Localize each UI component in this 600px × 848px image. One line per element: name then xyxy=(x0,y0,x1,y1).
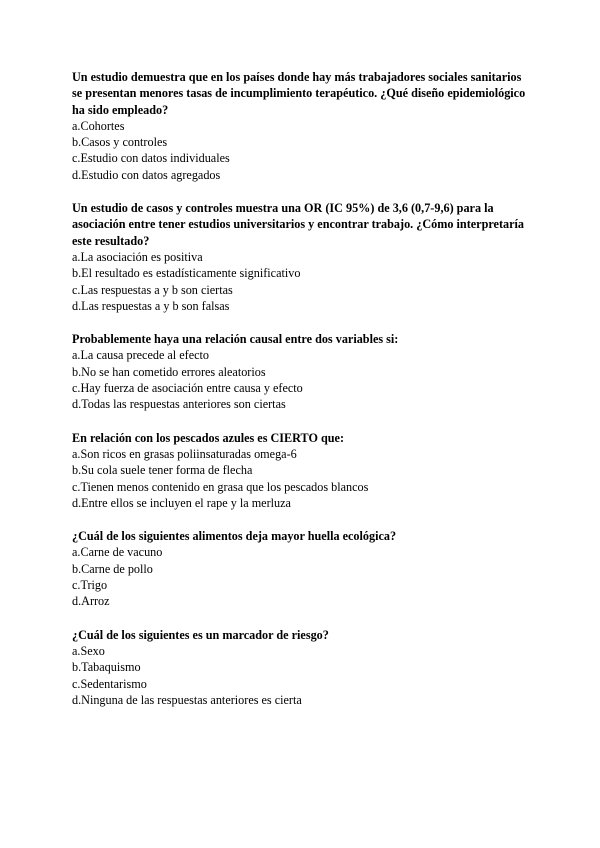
answer-option-a: a.Cohortes xyxy=(72,118,125,133)
answer-option-c: c.Estudio con datos individuales xyxy=(72,151,230,166)
answer-option-b: b.El resultado es estadísticamente significativo xyxy=(72,266,301,281)
answer-option-a: a.La asociación es positiva xyxy=(72,249,203,264)
question-stem: En relación con los pescados azules es CIERTO que: xyxy=(72,430,345,445)
question-stem: Un estudio demuestra que en los países donde hay más trabajadores sociales sanitarios se presentan menores tasas de incumplimiento terapéutico. ¿Qué diseño epidemiológico ha sido empleado? xyxy=(72,70,526,117)
answer-option-c: c.Las respuestas a y b son ciertas xyxy=(72,282,233,297)
answer-option-c: c.Sedentarismo xyxy=(72,676,147,691)
answer-option-d: d.Ninguna de las respuestas anteriores es cierta xyxy=(72,692,302,707)
question-stem: Un estudio de casos y controles muestra una OR (IC 95%) de 3,6 (0,7-9,6) para la asociación entre tener estudios universitarios y encontrar trabajo. ¿Cómo interpretaría este resultado? xyxy=(72,201,524,248)
answer-option-d: d.Todas las respuestas anteriores son ciertas xyxy=(72,397,286,412)
answer-option-a: a.Sexo xyxy=(72,643,105,658)
answer-option-b: b.Casos y controles xyxy=(72,135,168,150)
answer-option-d: d.Las respuestas a y b son falsas xyxy=(72,298,230,313)
answer-option-c: c.Trigo xyxy=(72,578,108,593)
question-1 xyxy=(72,69,532,183)
question-6 xyxy=(72,627,532,708)
answer-option-b: b.Su cola suele tener forma de flecha xyxy=(72,463,253,478)
answer-option-d: d.Arroz xyxy=(72,594,110,609)
answer-option-d: d.Entre ellos se incluyen el rape y la merluza xyxy=(72,495,291,510)
question-stem: Probablemente haya una relación causal entre dos variables si: xyxy=(72,332,399,347)
answer-option-a: a.La causa precede al efecto xyxy=(72,348,210,363)
question-stem: ¿Cuál de los siguientes alimentos deja mayor huella ecológica? xyxy=(72,529,397,544)
question-2 xyxy=(72,200,532,314)
question-3 xyxy=(72,331,532,412)
answer-option-b: b.Carne de pollo xyxy=(72,561,153,576)
answer-option-d: d.Estudio con datos agregados xyxy=(72,167,221,182)
answer-option-b: b.No se han cometido errores aleatorios xyxy=(72,364,266,379)
answer-option-c: c.Hay fuerza de asociación entre causa y efecto xyxy=(72,381,303,396)
answer-option-b: b.Tabaquismo xyxy=(72,660,141,675)
answer-option-a: a.Son ricos en grasas poliinsaturadas omega-6 xyxy=(72,446,297,461)
question-list xyxy=(72,69,532,725)
question-stem: ¿Cuál de los siguientes es un marcador de riesgo? xyxy=(72,627,329,642)
answer-option-c: c.Tienen menos contenido en grasa que los pescados blancos xyxy=(72,479,369,494)
answer-option-a: a.Carne de vacuno xyxy=(72,545,163,560)
question-4 xyxy=(72,430,532,511)
question-5 xyxy=(72,528,532,609)
